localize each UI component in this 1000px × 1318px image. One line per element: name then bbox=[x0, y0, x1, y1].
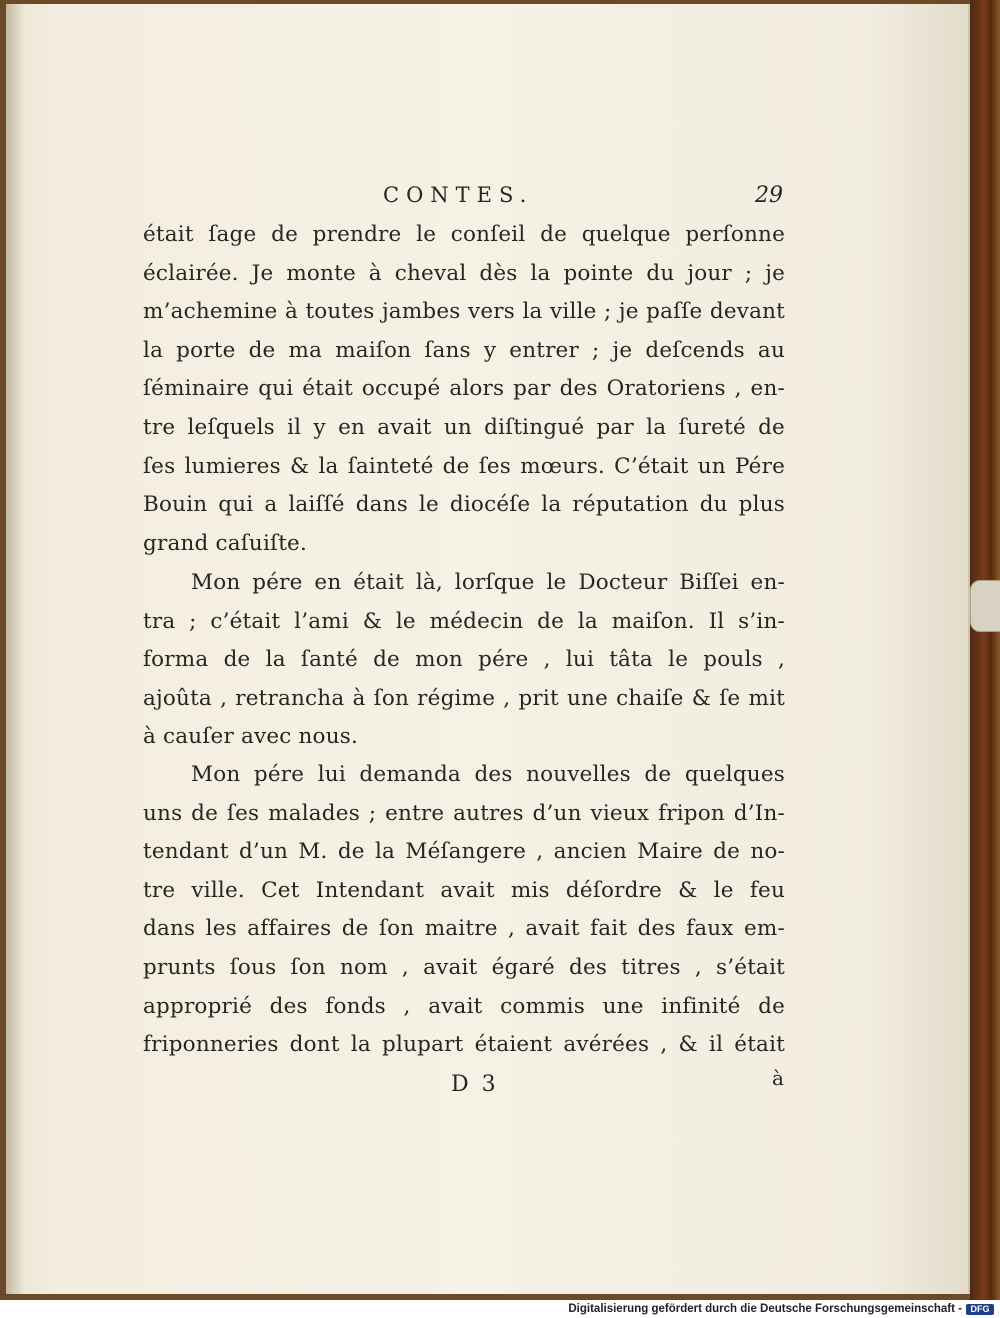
text-line: éclairée. Je monte à cheval dès la pointe du jour ; je bbox=[143, 260, 785, 286]
text-line: la porte de ma maiſon ſans y entrer ; je deſcends au bbox=[143, 337, 785, 363]
bookmark-tab bbox=[970, 580, 1000, 632]
running-head bbox=[143, 183, 785, 213]
dfg-logo-icon: DFG bbox=[966, 1304, 994, 1315]
text-line: Bouin qui a laiſſé dans le diocéſe la réputation du plus bbox=[143, 492, 785, 518]
digitization-credit bbox=[568, 1301, 994, 1317]
text-line: Mon pére en était là, lorſque le Docteur Biſſei en- bbox=[191, 570, 785, 595]
text-line: ſes lumieres & la ſainteté de ſes mœurs. C’était un Pére bbox=[143, 453, 785, 479]
text-line: tre ville. Cet Intendant avait mis déſordre & le feu bbox=[143, 877, 785, 903]
running-title: CONTES. bbox=[383, 183, 534, 207]
text-line: Mon pére lui demanda des nouvelles de quelques bbox=[191, 762, 785, 787]
text-line: grand caſuiſte. bbox=[143, 530, 307, 556]
text-line: prunts ſous ſon nom , avait égaré des titres , s’était bbox=[143, 954, 785, 980]
text-line: friponneries dont la plupart étaient avérées , & il était bbox=[143, 1032, 785, 1058]
text-line: approprié des fonds , avait commis une infinité de bbox=[143, 993, 785, 1019]
text-line: ſéminaire qui était occupé alors par des Oratoriens , en- bbox=[143, 376, 785, 402]
text-line: uns de ſes malades ; entre autres d’un vieux fripon d’In- bbox=[143, 800, 785, 826]
text-line: ajoûta , retrancha à ſon régime , prit une chaiſe & ſe mit bbox=[143, 685, 785, 711]
gutter-shadow bbox=[6, 4, 24, 1294]
book-cover-edge bbox=[970, 0, 1000, 1300]
text-line: tendant d’un M. de la Méſangere , ancien Maire de no- bbox=[143, 839, 785, 865]
text-line: à cauſer avec nous. bbox=[143, 724, 359, 750]
catchword: à bbox=[772, 1066, 784, 1090]
text-line: tre leſquels il y en avait un diſtingué par la ſureté de bbox=[143, 414, 785, 440]
text-line: était ſage de prendre le conſeil de quelque perſonne bbox=[143, 222, 785, 247]
signature-mark: D 3 bbox=[451, 1072, 499, 1097]
text-line: dans les affaires de ſon maitre , avait fait des faux em- bbox=[143, 916, 785, 942]
page-number: 29 bbox=[755, 183, 783, 208]
credit-text: Digitalisierung gefördert durch die Deutsche Forschungsgemeinschaft - bbox=[568, 1303, 962, 1315]
paragraph-1 bbox=[143, 216, 785, 563]
paragraph-2 bbox=[143, 564, 785, 757]
text-line: m’achemine à toutes jambes vers la ville ; je paſſe devant bbox=[143, 299, 785, 325]
text-line: forma de la ſanté de mon pére , lui tâta le pouls , bbox=[143, 647, 785, 673]
text-line: tra ; c’était l’ami & le médecin de la maiſon. Il s’in- bbox=[143, 608, 785, 634]
paragraph-3 bbox=[143, 756, 785, 1065]
